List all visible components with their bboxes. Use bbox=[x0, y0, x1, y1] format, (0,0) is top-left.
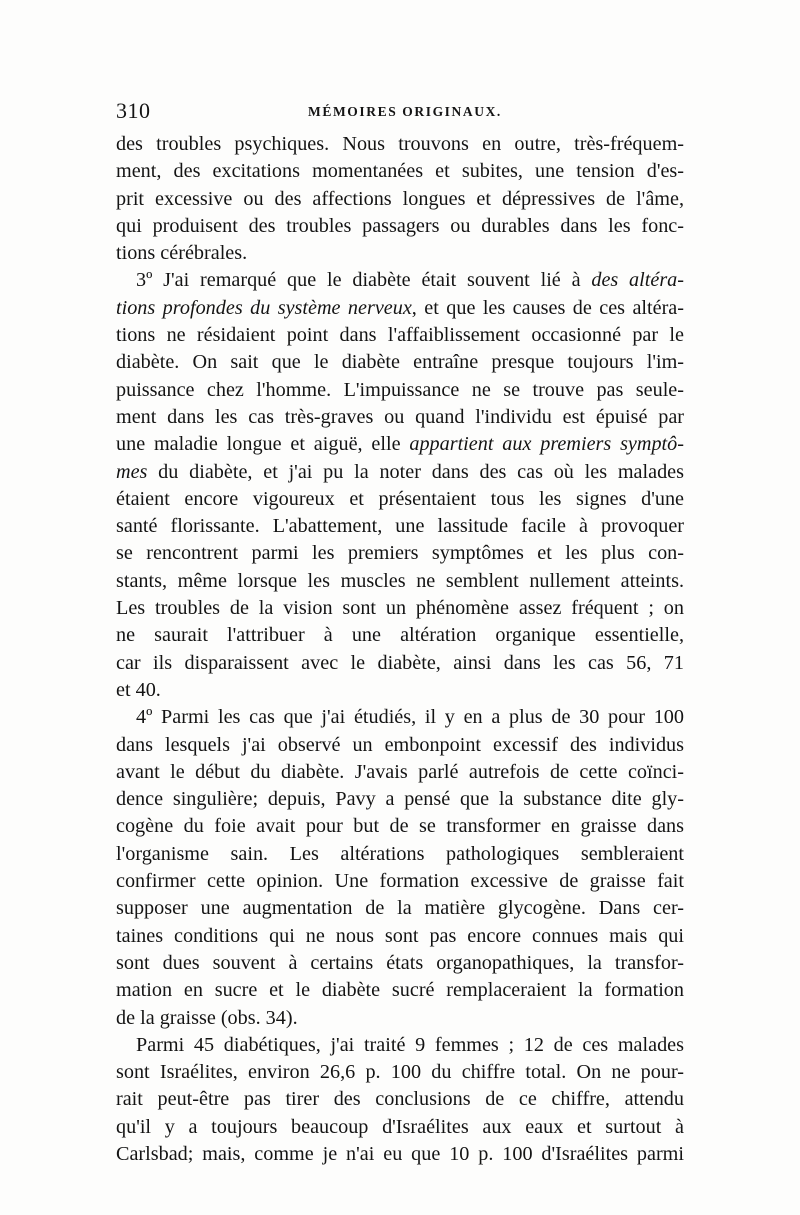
text-line: et 40. bbox=[116, 678, 161, 701]
text-line: stants, même lorsque les muscles ne semblent nullement atteints. bbox=[116, 569, 684, 592]
text-run: 3º J'ai remarqué que le diabète était souvent lié à bbox=[136, 269, 592, 292]
running-title: MÉMOIRES ORIGINAUX. bbox=[308, 104, 502, 119]
text-line bbox=[116, 295, 684, 322]
italic-text: appartient aux premiers symptô- bbox=[409, 433, 684, 456]
text-line: dence singulière; depuis, Pavy a pensé que la substance dite gly- bbox=[116, 788, 684, 811]
text-line: prit excessive ou des affections longues et dépressives de l'âme, bbox=[116, 187, 684, 210]
text-run: du diabète, et j'ai pu la noter dans des cas où les malades bbox=[147, 460, 684, 483]
text-line bbox=[116, 267, 684, 294]
text-line: avant le début du diabète. J'avais parlé autrefois de cette coïnci- bbox=[116, 760, 684, 783]
text-line bbox=[116, 431, 684, 458]
text-line: ne saurait l'attribuer à une altération organique essentielle, bbox=[116, 624, 684, 647]
text-run: une maladie longue et aiguë, elle bbox=[116, 433, 410, 456]
text-line: étaient encore vigoureux et présentaient tous les signes d'une bbox=[116, 487, 684, 510]
text-line: Carlsbad; mais, comme je n'ai eu que 10 p. 100 d'Israélites parmi bbox=[116, 1142, 684, 1165]
text-line: diabète. On sait que le diabète entraîne presque toujours l'im- bbox=[116, 351, 684, 374]
text-line: sont dues souvent à certains états organopathiques, la transfor- bbox=[116, 951, 684, 974]
text-line: santé florissante. L'abattement, une lassitude facile à provoquer bbox=[116, 515, 684, 538]
text-line: confirmer cette opinion. Une formation excessive de graisse fait bbox=[116, 870, 684, 893]
italic-text: mes bbox=[116, 460, 148, 483]
running-head bbox=[116, 98, 684, 128]
body-text bbox=[116, 131, 684, 1168]
text-line: ment dans les cas très-graves ou quand l'individu est épuisé par bbox=[116, 405, 684, 428]
text-line: l'organisme sain. Les altérations pathologiques sembleraient bbox=[116, 842, 684, 865]
text-line: sont Israélites, environ 26,6 p. 100 du chiffre total. On ne pour- bbox=[116, 1061, 684, 1084]
page-number: 310 bbox=[116, 98, 151, 123]
text-line: taines conditions qui ne nous sont pas encore connues mais qui bbox=[116, 924, 684, 947]
text-line: des troubles psychiques. Nous trouvons en outre, très-fréquem- bbox=[116, 133, 684, 155]
text-line: car ils disparaissent avec le diabète, ainsi dans les cas 56, 71 bbox=[116, 651, 684, 674]
text-line: puissance chez l'homme. L'impuissance ne se trouve pas seule- bbox=[116, 378, 684, 401]
italic-text: des altéra- bbox=[591, 269, 684, 292]
text-line: cogène du foie avait pour but de se transformer en graisse dans bbox=[116, 815, 684, 838]
text-line: Parmi 45 diabétiques, j'ai traité 9 femmes ; 12 de ces malades bbox=[136, 1033, 684, 1056]
text-line: qu'il y a toujours beaucoup d'Israélites aux eaux et surtout à bbox=[116, 1115, 684, 1138]
text-line: mation en sucre et le diabète sucré remplaceraient la formation bbox=[116, 979, 684, 1002]
text-line: de la graisse (obs. 34). bbox=[116, 1006, 298, 1029]
text-run: , et que les causes de ces altéra- bbox=[411, 296, 684, 319]
text-line: ment, des excitations momentanées et subites, une tension d'es- bbox=[116, 160, 684, 183]
italic-text: tions profondes du système nerveux bbox=[116, 296, 412, 319]
text-line: rait peut-être pas tirer des conclusions de ce chiffre, attendu bbox=[116, 1088, 684, 1111]
text-line: 4º Parmi les cas que j'ai étudiés, il y en a plus de 30 pour 100 bbox=[136, 706, 684, 729]
text-line: tions cérébrales. bbox=[116, 242, 248, 265]
text-line bbox=[116, 459, 684, 486]
text-line: se rencontrent parmi les premiers symptômes et les plus con- bbox=[116, 542, 684, 565]
text-line: tions ne résidaient point dans l'affaiblissement occasionné par le bbox=[116, 324, 684, 347]
text-line: qui produisent des troubles passagers ou durables dans les fonc- bbox=[116, 214, 684, 237]
text-line: Les troubles de la vision sont un phénomène assez fréquent ; on bbox=[116, 597, 684, 620]
text-line: supposer une augmentation de la matière glycogène. Dans cer- bbox=[116, 897, 684, 920]
text-line: dans lesquels j'ai observé un embonpoint excessif des individus bbox=[116, 733, 684, 756]
